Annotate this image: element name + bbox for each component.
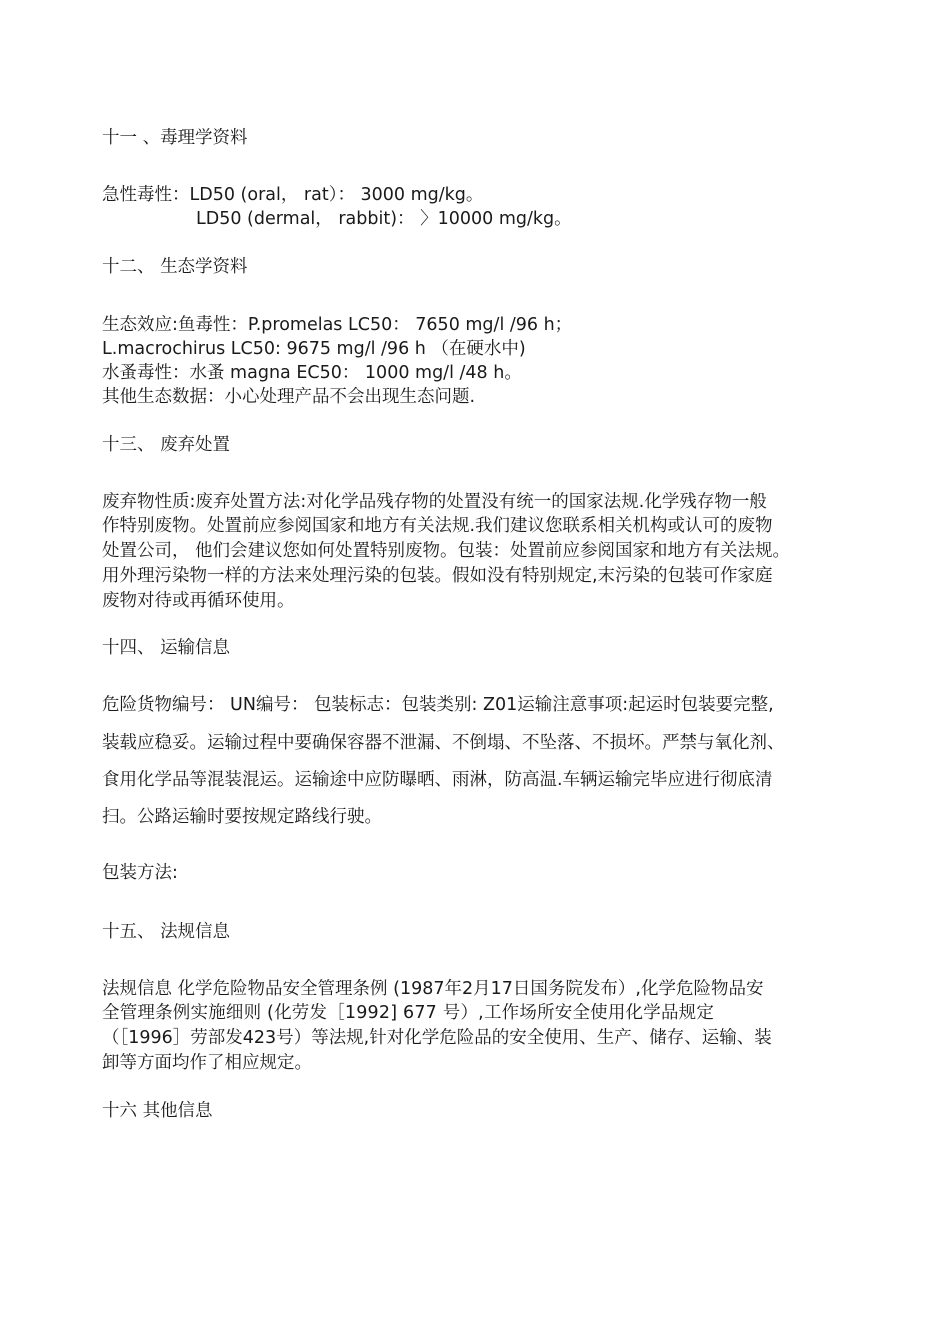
eco-line-2: L.macrochirus LC50: 9675 mg/l /96 h （在硬水中) [102, 339, 526, 359]
disposal-line-5: 废物对待或再循环使用。 [102, 591, 295, 611]
acute-toxicity-line-2: LD50 (dermal， rabbit)： 〉10000 mg/kg。 [196, 209, 572, 229]
eco-line-4: 其他生态数据：小心处理产品不会出现生态问题. [102, 387, 476, 407]
packing-method: 包装方法: [102, 863, 178, 883]
acute-toxicity-line-1: 急性毒性：LD50 (oral， rat）： 3000 mg/kg。 [102, 185, 484, 205]
transport-line-4: 扫。公路运输时要按规定路线行驶。 [102, 807, 382, 827]
eco-line-3: 水蚤毒性：水蚤 magna EC50： 1000 mg/l /48 h。 [102, 363, 522, 383]
regulation-line-2: 全管理条例实施细则 (化劳发［1992] 677 号）,工作场所安全使用化学品规定 [102, 1003, 715, 1023]
transport-line-2: 装载应稳妥。运输过程中要确保容器不泄漏、不倒塌、不坠落、不损坏。严禁与氧化剂、 [102, 733, 785, 753]
section-15-heading: 十五、 法规信息 [102, 922, 231, 942]
eco-line-1: 生态效应:鱼毒性：P.promelas LC50： 7650 mg/l /96 h； [102, 315, 573, 335]
disposal-line-1: 废弃物性质:废弃处置方法:对化学品残存物的处置没有统一的国家法规.化学残存物一般 [102, 492, 767, 512]
section-12-heading: 十二、 生态学资料 [102, 257, 248, 277]
transport-line-1: 危险货物编号： UN编号： 包装标志：包装类别: Z01运输注意事项:起运时包装要完整, [102, 695, 774, 715]
section-16-heading: 十六 其他信息 [102, 1101, 213, 1121]
section-14-heading: 十四、 运输信息 [102, 638, 231, 658]
transport-line-3: 食用化学品等混装混运。运输途中应防曝晒、雨淋，防高温.车辆运输完毕应进行彻底清 [102, 770, 773, 790]
section-11-heading: 十一 、毒理学资料 [102, 128, 248, 148]
section-13-heading: 十三、 废弃处置 [102, 435, 231, 455]
disposal-line-3: 处置公司， 他们会建议您如何处置特别废物。包装：处置前应参阅国家和地方有关法规。 [102, 541, 791, 561]
regulation-line-3: （［1996］劳部发423号）等法规,针对化学危险品的安全使用、生产、储存、运输、装 [102, 1028, 772, 1048]
regulation-line-4: 卸等方面均作了相应规定。 [102, 1053, 312, 1073]
disposal-line-2: 作特别废物。处置前应参阅国家和地方有关法规.我们建议您联系相关机构或认可的废物 [102, 516, 773, 536]
disposal-line-4: 用外理污染物一样的方法来处理污染的包装。假如没有特别规定,末污染的包装可作家庭 [102, 566, 773, 586]
regulation-line-1: 法规信息 化学危险物品安全管理条例 (1987年2月17日国务院发布）,化学危险物品安 [102, 979, 764, 999]
